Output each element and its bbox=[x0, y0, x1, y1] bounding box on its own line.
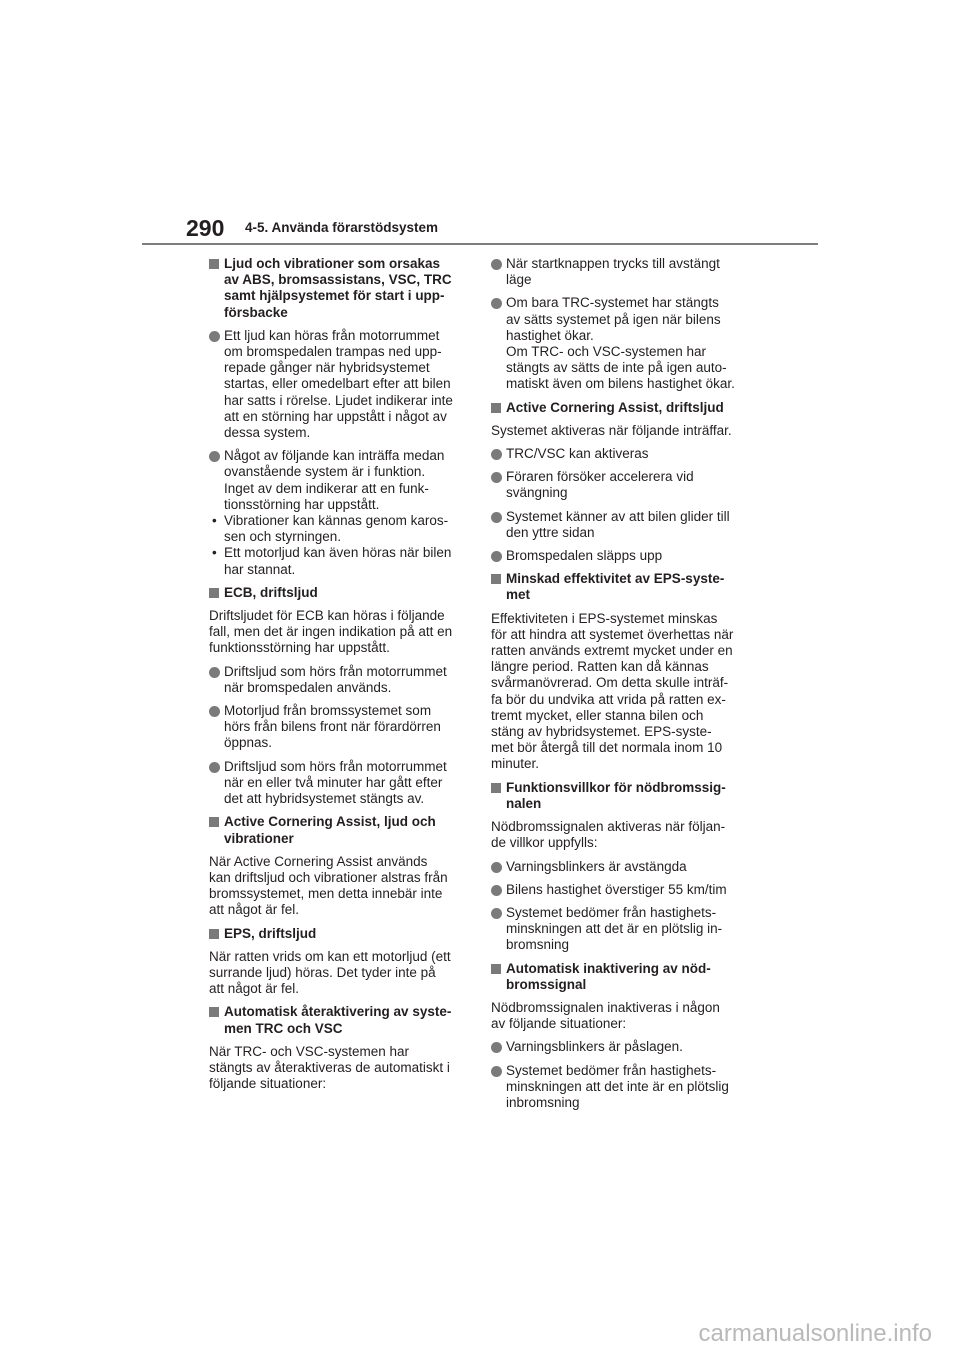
paragraph-line: av följande situationer: bbox=[491, 1016, 627, 1032]
heading-line: Minskad effektivitet av EPS-syste- bbox=[506, 571, 725, 587]
heading-line: försbacke bbox=[224, 304, 288, 320]
paragraph-line: funktionsstörning har uppstått. bbox=[209, 640, 390, 656]
page-header bbox=[0, 0, 960, 250]
paragraph-line: fa bör du undvika att vrida på ratten ex- bbox=[491, 691, 726, 707]
sub-item bbox=[209, 513, 465, 545]
square-bullet-icon bbox=[209, 929, 219, 939]
bullet-line: När startknappen trycks till avstängt bbox=[506, 256, 720, 271]
bullet-item bbox=[491, 1063, 747, 1112]
heading-line: vibrationer bbox=[224, 830, 294, 846]
heading-line: men TRC och VSC bbox=[224, 1020, 343, 1036]
heading-line: av ABS, bromsassistans, VSC, TRC bbox=[224, 272, 452, 288]
paragraph-line: för att hindra att systemet överhettas när bbox=[491, 626, 734, 642]
bullet-line: att en störning har uppstått i något av bbox=[224, 408, 447, 424]
square-bullet-icon bbox=[209, 588, 219, 598]
bullet-line: svängning bbox=[506, 485, 568, 501]
heading-line: nalen bbox=[506, 795, 542, 811]
bullet-line: Driftsljud som hörs från motorrummet bbox=[224, 663, 447, 679]
paragraph-line: Driftsljudet för ECB kan höras i följande bbox=[209, 608, 445, 624]
bullet-line: Systemet känner av att bilen glider till bbox=[506, 508, 730, 524]
bullet-line: startas, eller omedelbart efter att bilen bbox=[224, 376, 451, 392]
sub-item-line: Ett motorljud kan även höras när bilen bbox=[224, 545, 452, 561]
bullet-item bbox=[209, 448, 465, 513]
sub-item-line: Vibrationer kan kännas genom karos- bbox=[224, 513, 449, 529]
bullet-line: Varningsblinkers är påslagen. bbox=[506, 1039, 683, 1055]
bullet-line: repade gånger när hybridsystemet bbox=[224, 360, 430, 376]
sub-item-line: sen och styrningen. bbox=[224, 529, 342, 545]
paragraph-line: fall, men det är ingen indikation på att en bbox=[209, 624, 453, 640]
bullet-line: av sätts systemet på igen när bilens bbox=[506, 311, 721, 327]
bullet-line: dessa system. bbox=[224, 425, 311, 441]
circle-bullet-icon bbox=[209, 667, 220, 678]
bullet-line: hörs från bilens front när förardörren bbox=[224, 719, 441, 735]
bullet-line: Föraren försöker accelerera vid bbox=[506, 469, 694, 485]
bullet-line: Bromspedalen släpps upp bbox=[506, 548, 663, 564]
paragraph-line: längre period. Ratten kan då kännas bbox=[491, 659, 709, 675]
bullet-line: Bilens hastighet överstiger 55 km/tim bbox=[506, 881, 727, 897]
paragraph bbox=[209, 1044, 465, 1093]
paragraph-line: stängts av återaktiveras de automatiskt i bbox=[209, 1059, 450, 1075]
square-bullet-icon bbox=[209, 259, 219, 269]
circle-bullet-icon bbox=[491, 908, 502, 919]
square-bullet-icon bbox=[491, 403, 501, 413]
bullet-line: Systemet bedömer från hastighets- bbox=[506, 1062, 717, 1078]
circle-bullet-icon bbox=[491, 551, 502, 562]
bullet-line: Om bara TRC-systemet har stängts bbox=[506, 295, 719, 311]
bullet-item bbox=[491, 295, 747, 392]
square-bullet-icon bbox=[491, 783, 501, 793]
paragraph-line: met bör återgå till det normala inom 10 bbox=[491, 740, 723, 756]
bullet-line: tionsstörning har uppstått. bbox=[224, 496, 380, 512]
bullet-line: matiskt även om bilens hastighet ökar. bbox=[506, 376, 735, 392]
paragraph-line: de villkor uppfylls: bbox=[491, 835, 598, 851]
paragraph-line: ratten används extremt mycket under en bbox=[491, 643, 733, 659]
bullet-line: läge bbox=[506, 272, 532, 288]
heading-line: Active Cornering Assist, driftsljud bbox=[506, 399, 724, 415]
bullet-line: hastighet ökar. bbox=[506, 327, 594, 343]
bullet-item bbox=[491, 548, 747, 564]
bullet-item bbox=[491, 446, 747, 462]
bullet-line: när en eller två minuter har gått efter bbox=[224, 774, 443, 790]
page-number: 290 bbox=[186, 215, 225, 241]
bullet-item bbox=[491, 1039, 747, 1055]
bullet-item bbox=[491, 905, 747, 954]
header-rule bbox=[142, 243, 818, 245]
heading-line: Automatisk inaktivering av nöd- bbox=[506, 960, 711, 976]
section-heading bbox=[209, 256, 465, 321]
dot-bullet-icon: • bbox=[212, 545, 217, 561]
paragraph-line: Nödbromssignalen inaktiveras i någon bbox=[491, 999, 720, 1015]
chapter-title: 4-5. Använda förarstödsystem bbox=[245, 220, 439, 235]
section-heading bbox=[491, 571, 747, 603]
circle-bullet-icon bbox=[209, 706, 220, 717]
sub-list bbox=[209, 513, 465, 578]
paragraph bbox=[491, 1000, 747, 1032]
heading-line: ECB, driftsljud bbox=[224, 584, 318, 600]
paragraph-line: Effektiviteten i EPS-systemet minskas bbox=[491, 610, 718, 626]
bullet-item bbox=[209, 703, 465, 752]
bullet-line: ovanstående system är i funktion. bbox=[224, 464, 426, 480]
section-heading bbox=[491, 780, 747, 812]
bullet-item bbox=[209, 759, 465, 808]
section-heading bbox=[209, 814, 465, 846]
left-column bbox=[209, 256, 465, 1099]
paragraph bbox=[209, 854, 465, 919]
watermark: carmanualsonline.info bbox=[698, 1320, 932, 1347]
bullet-line: stängts av sätts de inte på igen auto- bbox=[506, 360, 727, 376]
heading-line: bromssignal bbox=[506, 976, 587, 992]
dot-bullet-icon: • bbox=[212, 513, 217, 529]
circle-bullet-icon bbox=[209, 451, 220, 462]
bullet-line: Varningsblinkers är avstängda bbox=[506, 858, 687, 874]
heading-line: met bbox=[506, 587, 531, 603]
bullet-line: inbromsning bbox=[506, 1094, 580, 1110]
paragraph-line: bromssystemet, men detta innebär inte bbox=[209, 886, 443, 902]
bullet-line: Ett ljud kan höras från motorrummet bbox=[224, 327, 440, 343]
circle-bullet-icon bbox=[491, 298, 502, 309]
square-bullet-icon bbox=[209, 817, 219, 827]
paragraph-line: stäng av hybridsystemet. EPS-syste- bbox=[491, 724, 712, 740]
circle-bullet-icon bbox=[491, 1066, 502, 1077]
section-heading bbox=[209, 1004, 465, 1036]
square-bullet-icon bbox=[491, 964, 501, 974]
paragraph-line: surrande ljud) höras. Det tyder inte på bbox=[209, 964, 436, 980]
bullet-line: det att hybridsystemet stängts av. bbox=[224, 791, 425, 807]
square-bullet-icon bbox=[209, 1007, 219, 1017]
paragraph-line: att något är fel. bbox=[209, 981, 300, 997]
square-bullet-icon bbox=[491, 574, 501, 584]
bullet-line: Driftsljud som hörs från motorrummet bbox=[224, 758, 447, 774]
paragraph bbox=[491, 611, 747, 773]
heading-line: Funktionsvillkor för nödbromssig- bbox=[506, 779, 726, 795]
heading-line: Ljud och vibrationer som orsakas bbox=[224, 256, 441, 271]
paragraph bbox=[491, 423, 747, 439]
paragraph-line: minuter. bbox=[491, 756, 540, 772]
heading-line: Automatisk återaktivering av syste- bbox=[224, 1004, 452, 1020]
circle-bullet-icon bbox=[491, 472, 502, 483]
paragraph-line: att något är fel. bbox=[209, 902, 300, 918]
bullet-line: Motorljud från bromssystemet som bbox=[224, 703, 432, 719]
bullet-item bbox=[491, 256, 747, 288]
paragraph bbox=[491, 819, 747, 851]
bullet-line: Något av följande kan inträffa medan bbox=[224, 448, 445, 464]
bullet-line: Om TRC- och VSC-systemen har bbox=[506, 344, 707, 360]
bullet-item bbox=[209, 328, 465, 441]
sub-item bbox=[209, 545, 465, 577]
circle-bullet-icon bbox=[209, 331, 220, 342]
paragraph bbox=[209, 949, 465, 998]
bullet-item bbox=[209, 664, 465, 696]
circle-bullet-icon bbox=[491, 259, 502, 270]
bullet-line: när bromspedalen används. bbox=[224, 679, 392, 695]
section-heading bbox=[491, 400, 747, 416]
paragraph-line: följande situationer: bbox=[209, 1076, 327, 1092]
paragraph-line: tremt mycket, eller stanna bilen och bbox=[491, 707, 704, 723]
circle-bullet-icon bbox=[491, 512, 502, 523]
paragraph bbox=[209, 608, 465, 657]
section-heading bbox=[209, 585, 465, 601]
bullet-line: bromsning bbox=[506, 937, 570, 953]
bullet-item bbox=[491, 882, 747, 898]
circle-bullet-icon bbox=[491, 862, 502, 873]
heading-line: samt hjälpsystemet för start i upp- bbox=[224, 288, 445, 304]
paragraph-line: När ratten vrids om kan ett motorljud (ett bbox=[209, 948, 451, 964]
circle-bullet-icon bbox=[491, 885, 502, 896]
heading-line: Active Cornering Assist, ljud och bbox=[224, 814, 436, 830]
paragraph-line: svårmanövrerad. Om detta skulle inträf- bbox=[491, 675, 729, 691]
bullet-line: minskningen att det inte är en plötslig bbox=[506, 1078, 729, 1094]
bullet-line: öppnas. bbox=[224, 735, 273, 751]
bullet-line: om bromspedalen trampas ned upp- bbox=[224, 344, 442, 360]
circle-bullet-icon bbox=[491, 1042, 502, 1053]
paragraph-line: Systemet aktiveras när följande inträffar. bbox=[491, 422, 732, 438]
paragraph-line: När Active Cornering Assist används bbox=[209, 853, 428, 869]
paragraph-line: Nödbromssignalen aktiveras när följan- bbox=[491, 819, 726, 835]
circle-bullet-icon bbox=[491, 449, 502, 460]
bullet-line: Systemet bedömer från hastighets- bbox=[506, 904, 717, 920]
section-heading bbox=[491, 961, 747, 993]
bullet-line: den yttre sidan bbox=[506, 524, 595, 540]
bullet-line: Inget av dem indikerar att en funk- bbox=[224, 480, 429, 496]
paragraph-line: När TRC- och VSC-systemen har bbox=[209, 1043, 410, 1059]
bullet-line: minskningen att det är en plötslig in- bbox=[506, 921, 723, 937]
section-heading bbox=[209, 926, 465, 942]
bullet-item bbox=[491, 469, 747, 501]
bullet-item bbox=[491, 509, 747, 541]
right-column bbox=[491, 256, 747, 1118]
bullet-item bbox=[491, 859, 747, 875]
bullet-line: har satts i rörelse. Ljudet indikerar inte bbox=[224, 392, 453, 408]
sub-item-line: har stannat. bbox=[224, 561, 296, 577]
bullet-line: TRC/VSC kan aktiveras bbox=[506, 446, 649, 462]
paragraph-line: kan driftsljud och vibrationer alstras från bbox=[209, 869, 448, 885]
circle-bullet-icon bbox=[209, 762, 220, 773]
heading-line: EPS, driftsljud bbox=[224, 925, 317, 941]
